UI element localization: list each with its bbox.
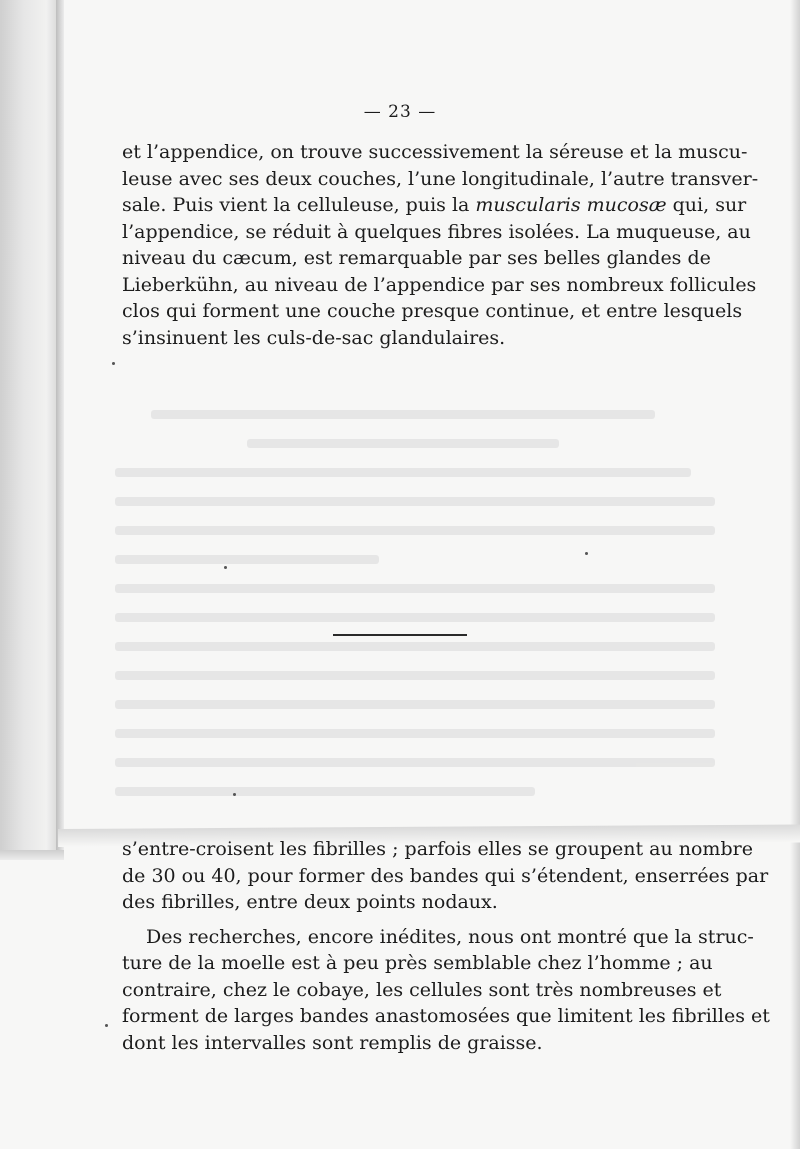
text-line: contraire, chez le cobaye, les cellules sont très nombreuses et [122,978,722,1001]
top-text-block [122,139,759,351]
text-line-with-italic [122,192,747,219]
text-segment: sale. Puis vient la celluleuse, puis la [122,194,476,216]
left-fold-shadow [56,0,64,858]
bleed-through-ghost-text [115,410,715,830]
left-page-edge [0,0,58,858]
bottom-text-block [122,836,770,1056]
text-line: clos qui forment une couche presque continue, et entre lesquels [122,300,743,322]
text-line: et l’appendice, on trouve successivement la séreuse et la muscu- [122,141,748,163]
text-line: leuse avec ses deux couches, l’une longitudinale, l’autre transver- [122,167,759,190]
text-line: forment de larges bandes anastomosées que limitent les fibrilles et [122,1005,770,1027]
italic-term: muscularis mucosæ [475,194,667,216]
text-line: Lieberkühn, au niveau de l’appendice par ses nombreux follicules [122,273,757,296]
speck [233,793,236,796]
text-segment: qui, sur [666,194,747,216]
text-line: dont les intervalles sont remplis de graisse. [122,1031,543,1054]
text-line: s’insinuent les culs-de-sac glandulaires. [122,326,506,349]
speck [105,1024,108,1027]
speck [224,566,227,569]
bottom-paragraph-1 [122,836,769,916]
bottom-paragraph-2 [122,924,770,1057]
text-line: Des recherches, encore inédites, nous ont montré que la struc- [146,925,754,948]
text-line: s’entre-croisent les fibrilles ; parfois elles se groupent au nombre [122,838,753,860]
text-line: des fibrilles, entre deux points nodaux. [122,891,498,913]
text-line: de 30 ou 40, pour former des bandes qui s’étendent, enserrées par [122,864,769,887]
speck [585,552,588,555]
page-number: — 23 — [363,102,437,122]
text-line: ture de la moelle est à peu près semblable chez l’homme ; au [122,952,713,974]
right-page-edge [790,0,800,1149]
text-line: niveau du cæcum, est remarquable par ses belles glandes de [122,247,711,269]
text-line: l’appendice, se réduit à quelques fibres isolées. La muqueuse, au [122,220,751,243]
speck [112,362,115,365]
left-fold-corner [0,850,64,860]
top-paragraph [122,139,759,351]
section-divider [333,634,467,636]
